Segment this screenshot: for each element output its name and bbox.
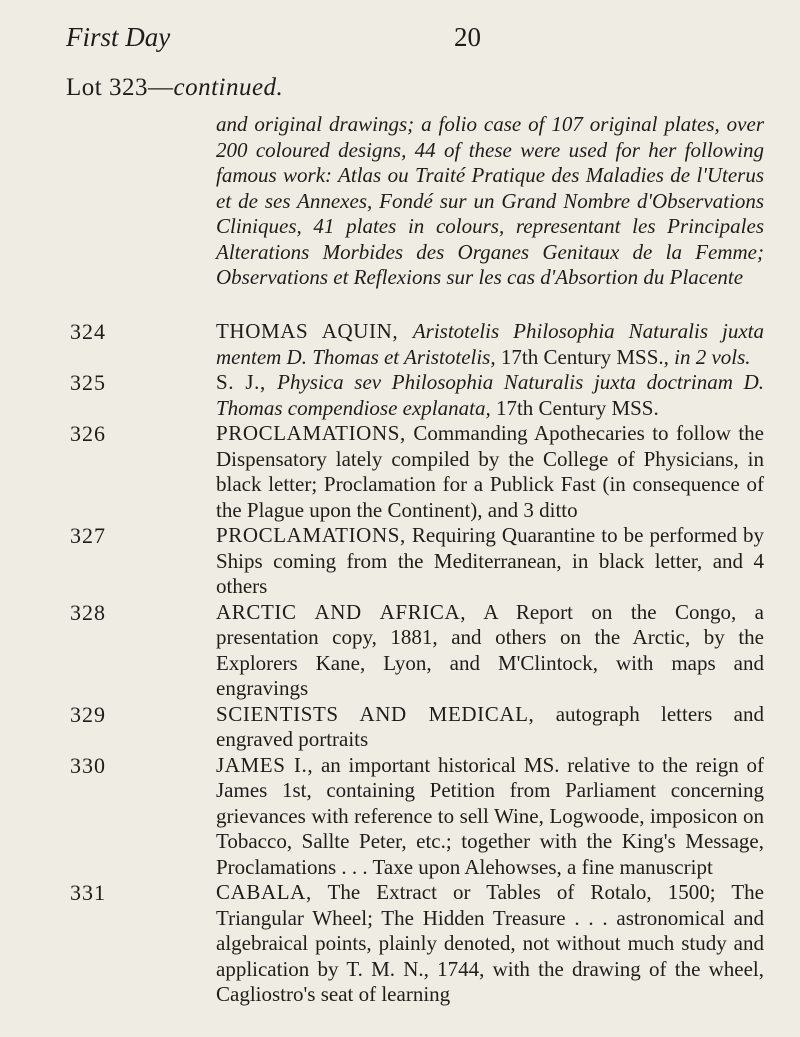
lot-text: autograph letters and engraved portraits [216, 701, 764, 751]
page-number: 20 [454, 22, 481, 52]
lot-number: 328 [70, 599, 106, 625]
lot-italic-title: Physica sev Philosophia Naturalis juxta doctrinam D. Thomas compendiose explanata, [216, 370, 764, 420]
lot-description [216, 319, 764, 370]
lot-number: 326 [70, 421, 106, 446]
lot-description [216, 370, 764, 421]
lot-description [216, 523, 764, 600]
lot-entry [0, 370, 800, 421]
lot-number: 327 [70, 523, 106, 548]
lot-entry [0, 421, 800, 523]
lot-heading: CABALA, [216, 880, 312, 904]
lot-heading: S. J., [216, 370, 278, 394]
lot-description [216, 600, 764, 702]
lot-entry [0, 523, 800, 600]
lot-entry [0, 753, 800, 881]
lot-number: 331 [70, 880, 106, 905]
lot-heading: ARCTIC AND AFRICA, [216, 599, 467, 624]
lot-text: an important historical MS. relative to the reign of James 1st, containing Petition from Parliament concerning grievances with reference to sell Wine, Logwoode, imposicon on Tobacco, Sallte Peter, etc.; together with the King's Message, Proclamations . . . Taxe upon Alehowses, a fine manuscript [216, 752, 764, 879]
lot-heading-prefix: Lot 323— [66, 74, 174, 101]
lot-text: Requiring Quarantine to be performed by Ships coming from the Mediterranean, in black letter, and 4 others [216, 523, 764, 598]
lot-entry [0, 600, 800, 702]
continued-lot-heading [66, 74, 283, 102]
lot-entry [0, 880, 800, 1008]
lot-number: 330 [70, 752, 106, 778]
lot-heading: THOMAS AQUIN, [216, 319, 413, 343]
lot-entry [0, 702, 800, 753]
lot-text: Commanding Apothecaries to follow the Dispensatory lately compiled by the College of Physicians, in black letter; Proclamation for a Publick Fast (in consequence of the Plague upon the Continent), and 3 ditto [216, 421, 764, 522]
page-header [66, 22, 760, 62]
lot-description [216, 421, 764, 523]
lot-heading: SCIENTISTS AND MEDICAL, [216, 701, 535, 726]
lot-heading: PROCLAMATIONS, [216, 523, 406, 547]
lot-text: 17th Century MSS. [490, 395, 659, 420]
lot-description [216, 880, 764, 1008]
lot-italic-title: Aristotelis Philosophia Naturalis juxta mentem D. Thomas et Aristotelis, [216, 319, 765, 369]
lot-number: 325 [70, 370, 106, 395]
lot-description [216, 753, 764, 881]
lot-italic-note: in 2 vols. [674, 344, 751, 369]
lot-text: 17th Century MSS., [495, 344, 675, 369]
lot-heading: JAMES I., [216, 752, 314, 777]
lot-description [216, 702, 764, 753]
lot-number: 324 [70, 319, 106, 344]
lot-list [0, 319, 800, 1008]
lot-entry [0, 319, 800, 370]
lot-heading-suffix: continued. [173, 74, 284, 101]
running-head: First Day [66, 22, 171, 52]
lot-text: The Extract or Tables of Rotalo, 1500; The Triangular Wheel; The Hidden Treasure . . . astronomical and algebraical points, plainly denoted, not without much study and application by T. M. N., 1744, with the drawing of the wheel, Cagliostro's seat of learning [216, 880, 764, 1006]
lot-number: 329 [70, 701, 106, 727]
lot-heading: PROCLAMATIONS, [216, 421, 406, 445]
lot-323-continuation-text: and original drawings; a folio case of 107 original plates, over 200 coloured designs, 44 of these were used for her following famous work: Atlas ou Traité Pratique des Maladies de l'Uterus et de ses Annexes, Fondé sur un Grand Nombre d'Observations Cliniques, 41 plates in colours, representant les Principales Alterations Morbides des Organes Genitaux de la Femme; Observations et Reflexions sur les cas d'Absortion du Placente [216, 112, 764, 289]
lot-text: A Report on the Congo, a presentation copy, 1881, and others on the Arctic, by the Explorers Kane, Lyon, and M'Clintock, with maps and engravings [216, 599, 764, 700]
